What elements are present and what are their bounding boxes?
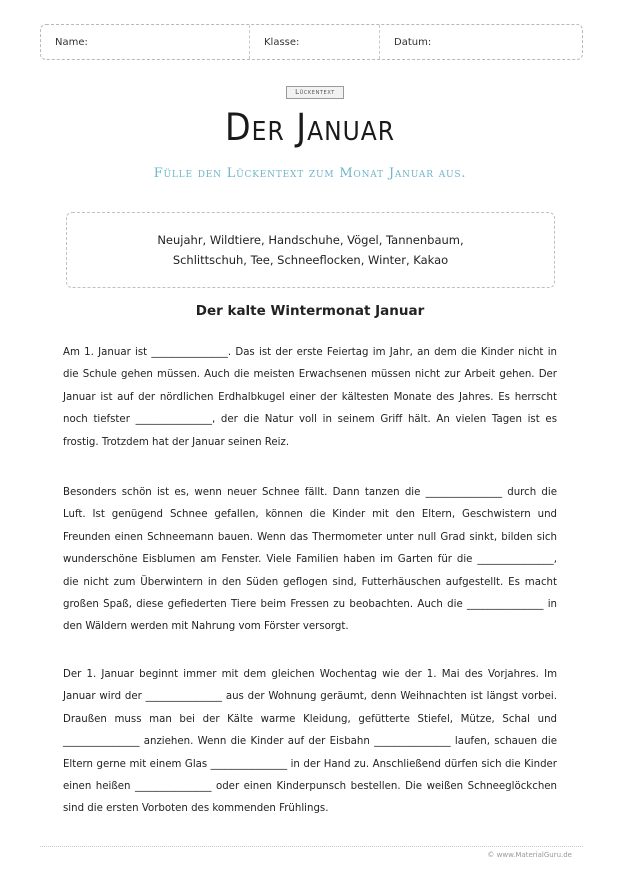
name-field[interactable] [41,25,249,59]
word-bank-line-1: Neujahr, Wildtiere, Handschuhe, Vögel, Tannenbaum, [157,233,464,247]
footer-divider [40,846,583,847]
datum-field[interactable] [379,25,582,59]
copyright-footer: © www.MaterialGuru.de [487,851,572,859]
klasse-label: Klasse: [264,36,300,48]
page-title: Der Januar [225,106,395,149]
word-bank-line-2: Schlittschuh, Tee, Schneeflocken, Winter, Kakao [172,253,449,267]
datum-label: Datum: [394,36,432,48]
text-heading: Der kalte Wintermonat Januar [195,303,425,319]
paragraph-2: Besonders schön ist es, wenn neuer Schnee fällt. Dann tanzen die _______________ durch die Luft. Ist genügend Schnee gefallen, können die Kinder mit den Eltern, Geschwistern und Freunden einen Schneemann bauen. Wenn das Thermometer unter null Grad sinkt, bilden sich wunderschöne Eisblumen am Fenster. Viele Familien haben im Garten für die _______________, die nicht zum Überwintern in den Süden geflogen sind, Futterhäuschen aufgestellt. Es macht großen Spaß, diese gefiederten Tiere beim Fressen zu beobachten. Auch die _______________ in den Wäldern werden mit Nahrung vom Förster versorgt. [63,487,557,633]
klasse-field[interactable] [249,25,379,59]
paragraph-1: Am 1. Januar ist _______________. Das ist der erste Feiertag im Jahr, an dem die Kinder nicht in die Schule gehen müssen. Auch die meisten Erwachsenen müssen nicht zur Arbeit gehen. Der Januar ist auf der nördlichen Erdhalbkugel einer der kältesten Monate des Jahres. Es herrscht noch tiefster _______________, der die Natur voll in seinem Griff hält. An vielen Tagen ist es frostig. Trotzdem hat der Januar seinen Reiz. [63,347,557,448]
worksheet-type-tag: Lückentext [286,86,344,99]
name-label: Name: [55,36,88,48]
student-info-box [40,24,583,60]
paragraph-3: Der 1. Januar beginnt immer mit dem gleichen Wochentag wie der 1. Mai des Vorjahres. Im Januar wird der _______________ aus der Wohnung geräumt, denn Weihnachten ist längst vorbei. Draußen muss man bei der Kälte warme Kleidung, gefütterte Stiefel, Mütze, Schal und _______________ anziehen. Wenn die Kinder auf der Eisbahn _______________ laufen, schauen die Eltern gerne mit einem Glas _______________ in der Hand zu. Anschließend dürfen sich die Kinder einen heißen _______________ oder einen Kinderpunsch bestellen. Die weißen Schneeglöckchen sind die ersten Vorboten des kommenden Frühlings. [63,669,557,815]
word-bank-box [66,212,555,288]
instruction-subtitle: Fülle den Lückentext zum Monat Januar aus. [153,166,467,181]
